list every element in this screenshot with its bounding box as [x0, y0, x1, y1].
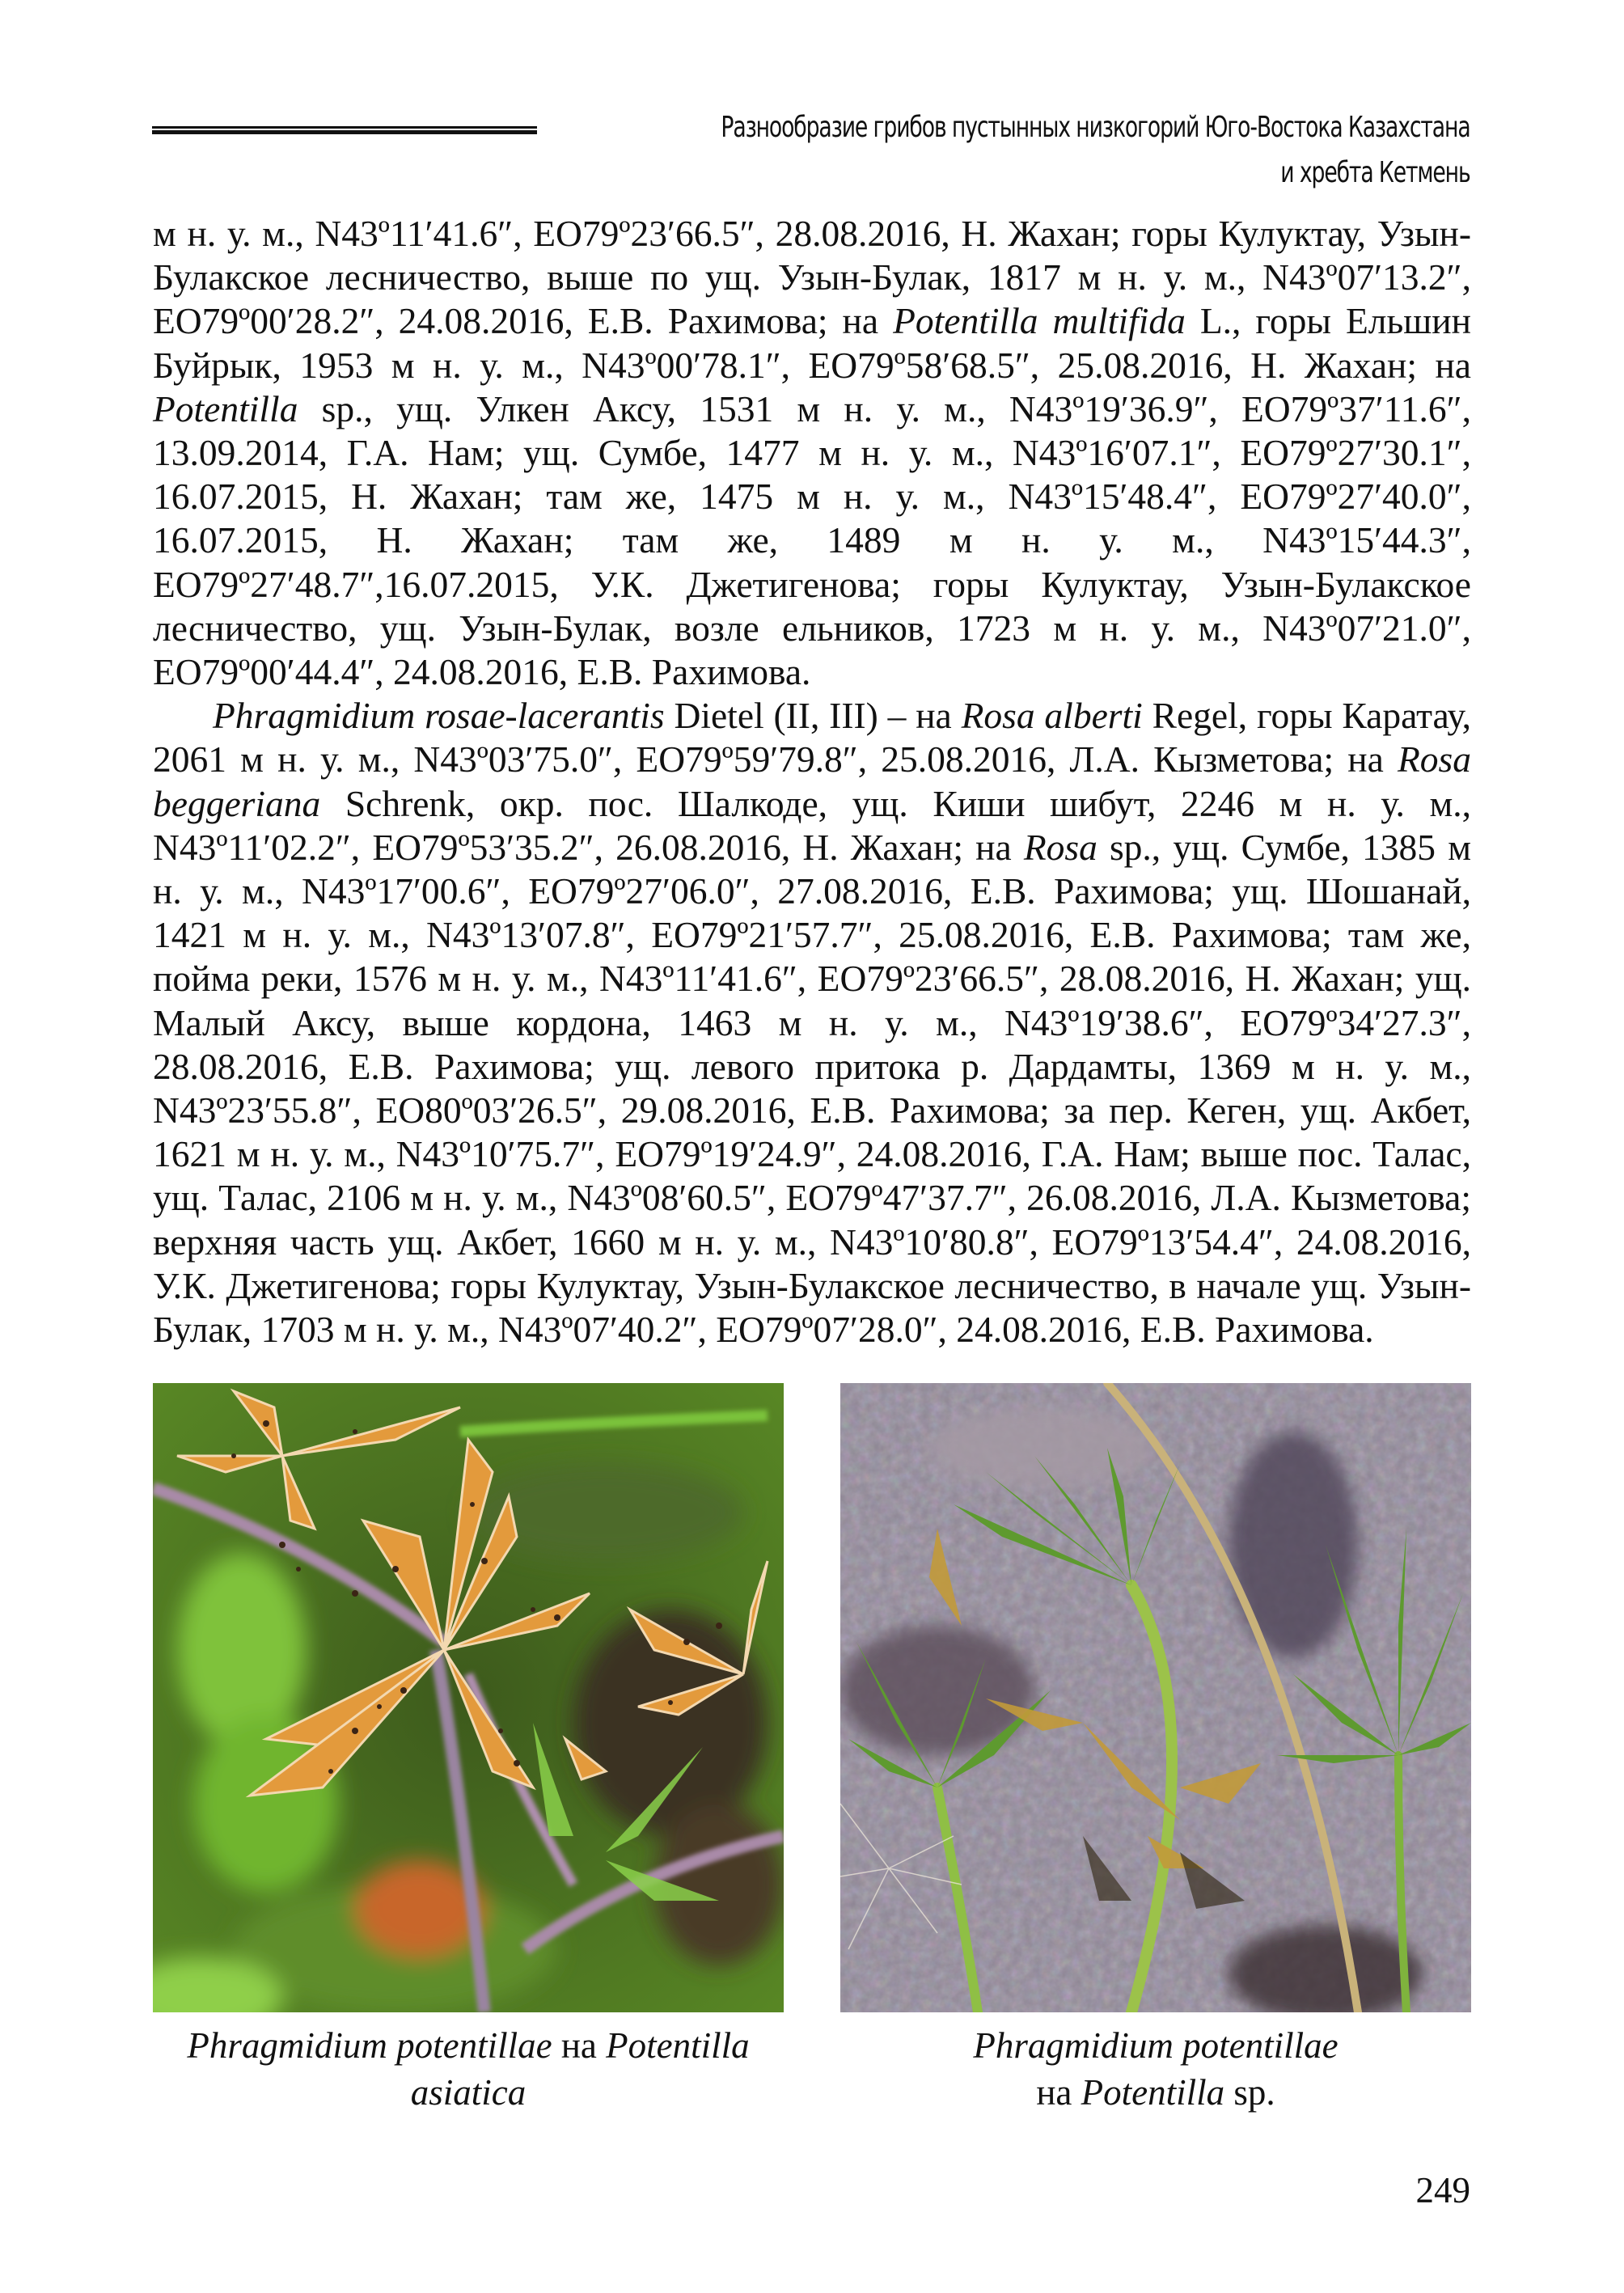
caption-host-epithet: asiatica — [410, 2072, 527, 2113]
text-run: м н. у. м., N43º11′41.6″, EO79º23′66.5″, 28.08.2016, Н. Жахан; горы Кулуктау, Узын-Булакское лесничество, выше по ущ. Узын-Булак, 1817 м н. у. м., N43º07′13.2″, EO79º00′28.2″, 24.08.2016, Е.В. Рахимова; на — [153, 213, 1471, 342]
photo-potentilla-asiatica — [153, 1383, 784, 2012]
running-header-line-1: Разнообразие грибов пустынных низкогорий Юго-Востока Казахстана — [721, 111, 1470, 144]
caption-host: Potentilla — [606, 2025, 750, 2066]
caption-text: на — [1036, 2072, 1081, 2113]
caption-text: на — [552, 2025, 607, 2066]
species-name: Rosa alberti — [961, 695, 1143, 737]
species-name: Rosa — [1023, 826, 1097, 868]
text-run: Regel, горы Каратау, 2061 м н. у. м., N43º03′75.0″, EO79º59′79.8″, 25.08.2016, Л.А. Кызметова; на — [153, 695, 1471, 781]
caption-species: Phragmidium potentillae — [973, 2025, 1339, 2066]
photo-image — [840, 1383, 1471, 2012]
body-text — [153, 212, 1471, 1352]
species-name: Potentilla multifida — [893, 300, 1186, 342]
paragraph-potentilla-records — [153, 212, 1471, 694]
text-run: sp., ущ. Сумбе, 1385 м н. у. м., N43º17′00.6″, EO79º27′06.0″, 27.08.2016, Е.В. Рахимова; ущ. Шошанай, 1421 м н. у. м., N43º13′07.8″, EO79º21′57.7″, 25.08.2016, Е.В. Рахимова; там же, пойма реки, 1576 м н. у. м., N43º11′41.6″, EO79º23′66.5″, 28.08.2016, Н. Жахан; ущ. Малый Аксу, выше кордона, 1463 м н. у. м., N43º19′38.6″, EO79º34′27.3″, 28.08.2016, Е.В. Рахимова; ущ. левого притока р. Дардамты, 1369 м н. у. м., N43º23′55.8″, EO80º03′26.5″, 29.08.2016, Е.В. Рахимова; за пер. Кеген, ущ. Акбет, 1621 м н. у. м., N43º10′75.7″, EO79º19′24.9″, 24.08.2016, Г.А. Нам; выше пос. Талас, ущ. Талас, 2106 м н. у. м., N43º08′60.5″, EO79º47′37.7″, 26.08.2016, Л.А. Кызметова; верхняя часть ущ. Акбет, 1660 м н. у. м., N43º10′80.8″, EO79º13′54.4″, 24.08.2016, У.К. Джетигенова; горы Кулуктау, Узын-Булакское лесничество, в начале ущ. Узын-Булак, 1703 м н. у. м., N43º07′40.2″, EO79º07′28.0″, 24.08.2016, Е.В. Рахимова. — [153, 826, 1471, 1351]
running-header-line-2: и хребта Кетмень — [1280, 156, 1470, 189]
text-run: L., горы Ельшин Буйрык, 1953 м н. у. м., N43º00′78.1″, EO79º58′68.5″, 25.08.2016, Н. Жахан; на — [153, 300, 1471, 386]
species-name: Rosa beggeriana — [153, 738, 1471, 824]
text-run: Schrenk, окр. пос. Шалкоде, ущ. Киши шибут, 2246 м н. у. м., N43º11′02.2″, EO79º53′35.2″, 26.08.2016, Н. Жахан; на — [153, 782, 1471, 868]
page-number: 249 — [1415, 2170, 1470, 2211]
text-run: sp., ущ. Улкен Аксу, 1531 м н. у. м., N43º19′36.9″, EO79º37′11.6″, 13.09.2014, Г.А. Нам; ущ. Сумбе, 1477 м н. у. м., N43º16′07.1″, EO79º27′30.1″, 16.07.2015, Н. Жахан; там же, 1475 м н. у. м., N43º15′48.4″, EO79º27′40.0″, 16.07.2015, Н. Жахан; там же, 1489 м н. у. м., N43º15′44.3″, EO79º27′48.7″,16.07.2015, У.К. Джетигенова; горы Кулуктау, Узын-Булакское лесничество, ущ. Узын-Булак, возле ельников, 1723 м н. у. м., N43º07′21.0″, EO79º00′44.4″, 24.08.2016, Е.В. Рахимова. — [153, 387, 1471, 693]
caption-text: sp. — [1224, 2072, 1275, 2113]
paragraph-phragmidium-rosae-lacerantis — [153, 694, 1471, 1352]
species-name: Phragmidium rosae-lacerantis — [213, 695, 665, 737]
figure-caption-right — [840, 2022, 1471, 2116]
photo-potentilla-sp — [840, 1383, 1471, 2012]
species-name: Potentilla — [153, 387, 298, 429]
header-rule-thin — [152, 126, 537, 129]
caption-species: Phragmidium potentillae — [187, 2025, 552, 2066]
photo-image — [153, 1383, 784, 2012]
figure-caption-left — [153, 2022, 784, 2116]
text-run: Dietel (II, III) – на — [664, 695, 962, 737]
header-rule-thick — [152, 130, 537, 134]
caption-host: Potentilla — [1081, 2072, 1225, 2113]
